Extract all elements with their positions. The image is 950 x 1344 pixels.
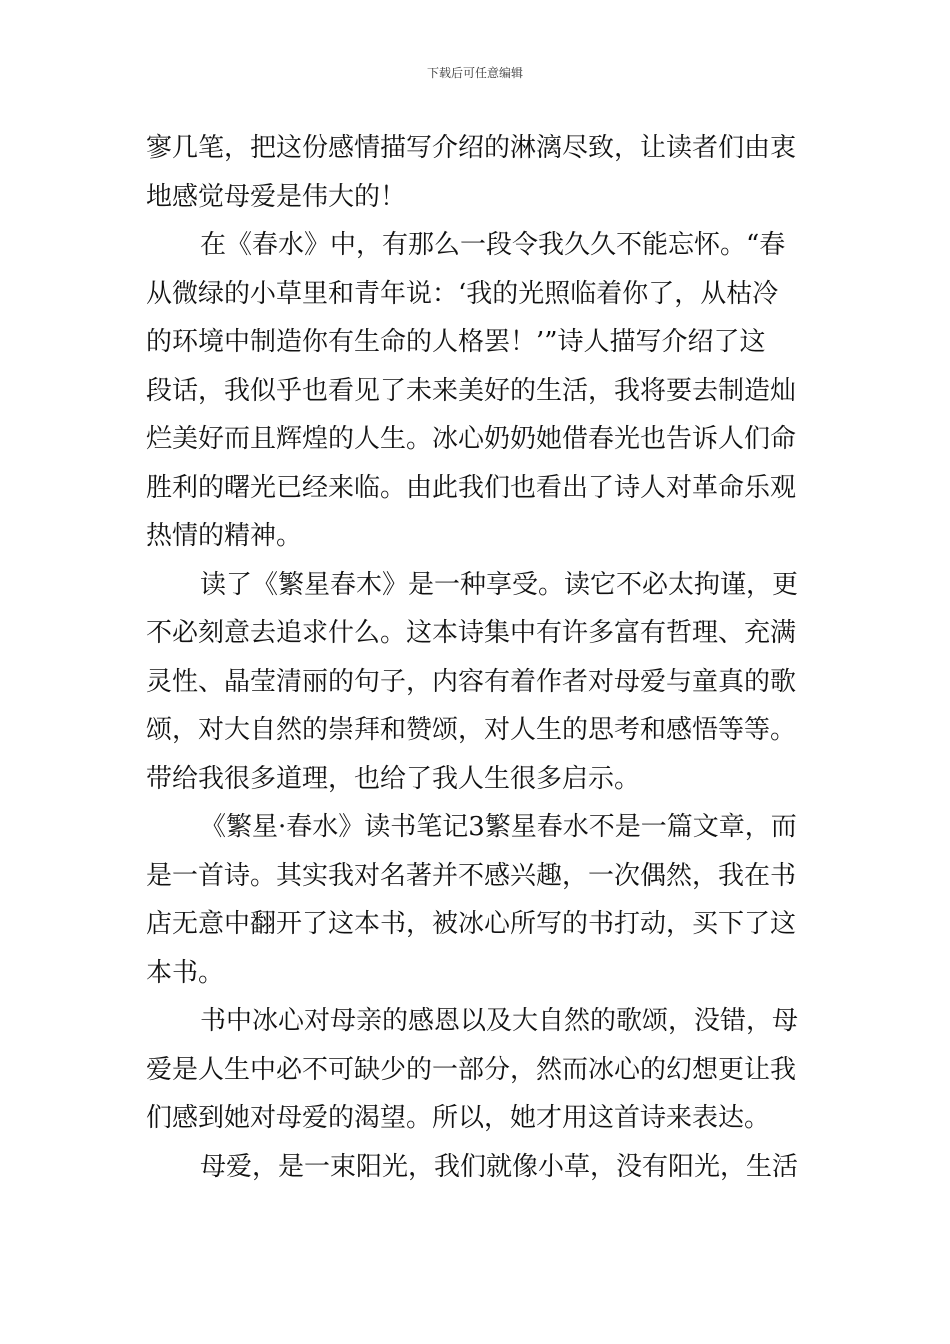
text-line: 带给我很多道理，也给了我人生很多启示。: [146, 763, 641, 794]
text-line: 是一首诗。其实我对名著并不感兴趣，一次偶然，我在书: [146, 860, 797, 891]
paragraph-start-line: 《繁星·春水》读书笔记3繁星春水不是一篇文章，而: [200, 812, 797, 842]
document-body: [146, 124, 806, 1191]
text-line: 灵性、晶莹清丽的句子，内容有着作者对母爱与童真的歌: [146, 666, 797, 697]
text-line: 爱是人生中必不可缺少的一部分，然而冰心的幻想更让我: [146, 1054, 797, 1085]
text-line: 胜利的曙光已经来临。由此我们也看出了诗人对革命乐观: [146, 472, 797, 503]
text-line: 店无意中翻开了这本书，被冰心所写的书打动，买下了这: [146, 909, 797, 939]
paragraph-start-line: 读了《繁星春木》是一种享受。读它不必太拘谨，更: [200, 569, 799, 600]
text-line: 们感到她对母爱的渴望。所以，她才用这首诗来表达。: [146, 1103, 771, 1133]
text-line: 烂美好而且辉煌的人生。冰心奶奶她借春光也告诉人们命: [146, 424, 797, 454]
text-line: 从微绿的小草里和青年说：‘我的光照临着你了，从枯冷: [146, 278, 779, 309]
paragraph-start-line: 母爱，是一束阳光，我们就像小草，没有阳光，生活: [200, 1151, 799, 1182]
text-line: 本书。: [146, 957, 225, 988]
text-line: 寥几笔，把这份感情描写介绍的淋漓尽致，让读者们由衷: [146, 133, 797, 163]
paragraph-start-line: 书中冰心对母亲的感恩以及大自然的歌颂，没错，母: [200, 1006, 799, 1036]
text-line: 不必刻意去追求什么。这本诗集中有许多富有哲理、充满: [146, 618, 797, 648]
page-header: 下载后可任意编辑: [426, 66, 523, 80]
text-line: 的环境中制造你有生命的人格罢！’”诗人描写介绍了这: [146, 327, 766, 357]
text-line: 段话，我似乎也看见了未来美好的生活，我将要去制造灿: [146, 375, 797, 406]
text-line: 热情的精神。: [146, 521, 303, 551]
paragraph-start-line: 在《春水》中，有那么一段令我久久不能忘怀。“春: [200, 230, 786, 260]
text-line: 颂，对大自然的崇拜和赞颂，对人生的思考和感悟等等。: [146, 715, 797, 745]
text-line: 地感觉母爱是伟大的！: [146, 181, 407, 212]
